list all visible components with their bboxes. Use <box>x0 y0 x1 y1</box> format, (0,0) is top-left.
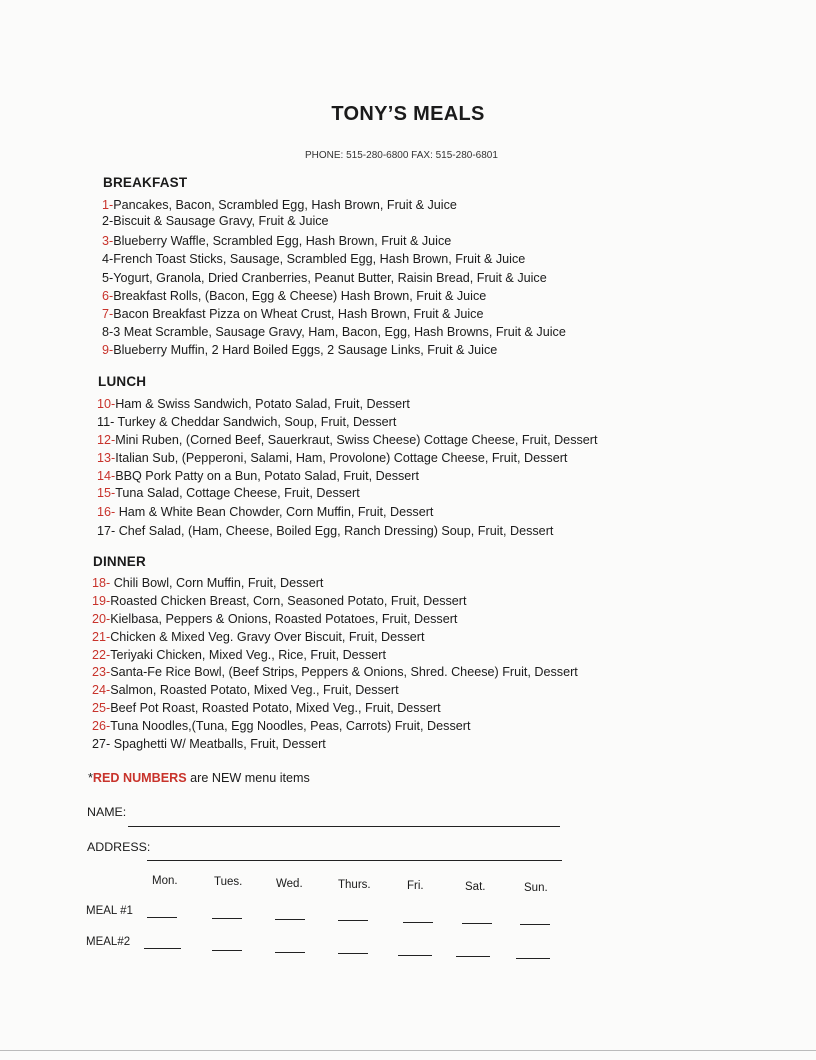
item-text: Santa-Fe Rice Bowl, (Beef Strips, Peppers & Onions, Shred. Cheese) Fruit, Dessert <box>110 665 578 679</box>
name-label: NAME: <box>87 805 127 819</box>
menu-item <box>102 325 566 340</box>
item-text: Italian Sub, (Pepperoni, Salami, Ham, Provolone) Cottage Cheese, Fruit, Dessert <box>115 451 568 465</box>
item-number: 4- <box>102 252 114 266</box>
item-text: Chicken & Mixed Veg. Gravy Over Biscuit, Fruit, Dessert <box>110 630 425 644</box>
day-fri: Fri. <box>407 880 424 892</box>
menu-item <box>97 397 410 412</box>
meal-1-tues-field[interactable] <box>212 918 242 919</box>
item-text: Teriyaki Chicken, Mixed Veg., Rice, Fruit, Dessert <box>110 648 386 662</box>
item-text: Mini Ruben, (Corned Beef, Sauerkraut, Swiss Cheese) Cottage Cheese, Fruit, Dessert <box>115 433 598 447</box>
item-number: 13- <box>97 451 116 465</box>
meal-1-mon-field[interactable] <box>147 917 177 918</box>
lunch-heading: LUNCH <box>98 374 147 389</box>
item-text: Kielbasa, Peppers & Onions, Roasted Potatoes, Fruit, Dessert <box>110 612 458 626</box>
item-text: Chef Salad, (Ham, Cheese, Boiled Egg, Ranch Dressing) Soup, Fruit, Dessert <box>115 524 554 538</box>
note-rest: are NEW menu items <box>186 771 310 785</box>
menu-item <box>97 451 567 466</box>
item-text: Spaghetti W/ Meatballs, Fruit, Dessert <box>110 737 326 751</box>
menu-item <box>92 719 470 734</box>
menu-item <box>102 343 497 358</box>
meal-2-thurs-field[interactable] <box>338 953 368 954</box>
item-number: 25- <box>92 701 111 715</box>
page-title: TONY’S MEALS <box>331 103 485 125</box>
item-text: Ham & White Bean Chowder, Corn Muffin, Fruit, Dessert <box>115 505 434 519</box>
day-sat: Sat. <box>465 881 486 893</box>
item-number: 1- <box>102 198 114 212</box>
item-text: BBQ Pork Patty on a Bun, Potato Salad, Fruit, Dessert <box>115 469 419 483</box>
item-number: 20- <box>92 612 111 626</box>
item-text: Pancakes, Bacon, Scrambled Egg, Hash Brown, Fruit & Juice <box>113 198 457 212</box>
item-text: Breakfast Rolls, (Bacon, Egg & Cheese) Hash Brown, Fruit & Juice <box>113 289 487 303</box>
meal-1-thurs-field[interactable] <box>338 920 368 921</box>
item-text: Tuna Noodles,(Tuna, Egg Noodles, Peas, Carrots) Fruit, Dessert <box>110 719 471 733</box>
item-text: French Toast Sticks, Sausage, Scrambled Egg, Hash Brown, Fruit & Juice <box>113 252 526 266</box>
item-text: Bacon Breakfast Pizza on Wheat Crust, Hash Brown, Fruit & Juice <box>113 307 484 321</box>
menu-item <box>102 198 457 213</box>
item-number: 9- <box>102 343 114 357</box>
menu-item <box>92 701 441 716</box>
menu-item <box>102 214 329 229</box>
meal-2-wed-field[interactable] <box>275 952 305 953</box>
item-number: 8- <box>102 325 114 339</box>
meal-1-wed-field[interactable] <box>275 919 305 920</box>
item-number: 23- <box>92 665 111 679</box>
day-thurs: Thurs. <box>338 879 371 891</box>
item-text: Roasted Chicken Breast, Corn, Seasoned Potato, Fruit, Dessert <box>110 594 467 608</box>
item-text: Yogurt, Granola, Dried Cranberries, Peanut Butter, Raisin Bread, Fruit & Juice <box>113 271 547 285</box>
menu-item <box>97 505 433 520</box>
item-number: 3- <box>102 234 114 248</box>
item-number: 6- <box>102 289 114 303</box>
item-number: 16- <box>97 505 116 519</box>
name-field[interactable] <box>128 826 560 827</box>
menu-item <box>92 665 578 680</box>
menu-item <box>92 683 399 698</box>
menu-item <box>102 252 525 267</box>
contact-info: PHONE: 515-280-6800 FAX: 515-280-6801 <box>305 150 498 161</box>
note-red-text: RED NUMBERS <box>92 771 187 785</box>
meal-2-tues-field[interactable] <box>212 950 242 951</box>
menu-item <box>102 234 451 249</box>
menu-item <box>102 307 483 322</box>
address-label: ADDRESS: <box>87 840 151 854</box>
item-number: 19- <box>92 594 111 608</box>
day-mon: Mon. <box>152 875 178 887</box>
item-text: Biscuit & Sausage Gravy, Fruit & Juice <box>113 214 329 228</box>
meal-1-label: MEAL #1 <box>86 905 133 917</box>
day-sun: Sun. <box>524 882 548 894</box>
item-number: 26- <box>92 719 111 733</box>
menu-item <box>92 576 323 591</box>
address-field[interactable] <box>147 860 562 861</box>
item-number: 11- <box>97 415 115 429</box>
menu-item <box>102 289 486 304</box>
item-text: Salmon, Roasted Potato, Mixed Veg., Fruit, Dessert <box>110 683 399 697</box>
item-number: 12- <box>97 433 116 447</box>
menu-item <box>92 612 457 627</box>
item-number: 10- <box>97 397 116 411</box>
item-number: 22- <box>92 648 111 662</box>
menu-item <box>97 415 396 430</box>
menu-item <box>92 737 326 752</box>
item-number: 15- <box>97 486 116 500</box>
item-text: Blueberry Waffle, Scrambled Egg, Hash Brown, Fruit & Juice <box>113 234 452 248</box>
item-number: 2- <box>102 214 114 228</box>
item-text: Chili Bowl, Corn Muffin, Fruit, Dessert <box>110 576 324 590</box>
menu-item <box>97 524 553 539</box>
item-number: 24- <box>92 683 111 697</box>
item-text: 3 Meat Scramble, Sausage Gravy, Ham, Bacon, Egg, Hash Browns, Fruit & Juice <box>113 325 566 339</box>
meal-1-sat-field[interactable] <box>462 923 492 924</box>
new-items-note <box>88 771 310 785</box>
menu-item <box>97 486 360 501</box>
meal-1-fri-field[interactable] <box>403 922 433 923</box>
item-number: 5- <box>102 271 114 285</box>
menu-item <box>102 271 547 286</box>
item-number: 7- <box>102 307 114 321</box>
meal-2-fri-field[interactable] <box>398 955 432 956</box>
breakfast-heading: BREAKFAST <box>103 175 188 190</box>
meal-2-sun-field[interactable] <box>516 958 550 959</box>
day-tues: Tues. <box>214 876 243 888</box>
item-text: Turkey & Cheddar Sandwich, Soup, Fruit, Dessert <box>114 415 397 429</box>
item-number: 14- <box>97 469 116 483</box>
menu-item <box>92 648 386 663</box>
item-number: 21- <box>92 630 111 644</box>
meal-2-sat-field[interactable] <box>456 956 490 957</box>
meal-1-sun-field[interactable] <box>520 924 550 925</box>
menu-item <box>97 469 419 484</box>
menu-item <box>97 433 597 448</box>
menu-item <box>92 594 467 609</box>
item-number: 18- <box>92 576 111 590</box>
scan-edge-divider <box>0 1050 816 1051</box>
item-number: 17- <box>97 524 116 538</box>
item-text: Beef Pot Roast, Roasted Potato, Mixed Veg., Fruit, Dessert <box>110 701 441 715</box>
item-text: Tuna Salad, Cottage Cheese, Fruit, Dessert <box>115 486 360 500</box>
dinner-heading: DINNER <box>93 554 146 569</box>
item-text: Ham & Swiss Sandwich, Potato Salad, Fruit, Dessert <box>115 397 410 411</box>
menu-item <box>92 630 424 645</box>
meal-2-label: MEAL#2 <box>86 936 131 948</box>
item-text: Blueberry Muffin, 2 Hard Boiled Eggs, 2 Sausage Links, Fruit & Juice <box>113 343 498 357</box>
meal-2-mon-field[interactable] <box>144 948 181 949</box>
item-number: 27- <box>92 737 111 751</box>
note-prefix: * <box>88 771 93 785</box>
day-wed: Wed. <box>276 878 303 890</box>
